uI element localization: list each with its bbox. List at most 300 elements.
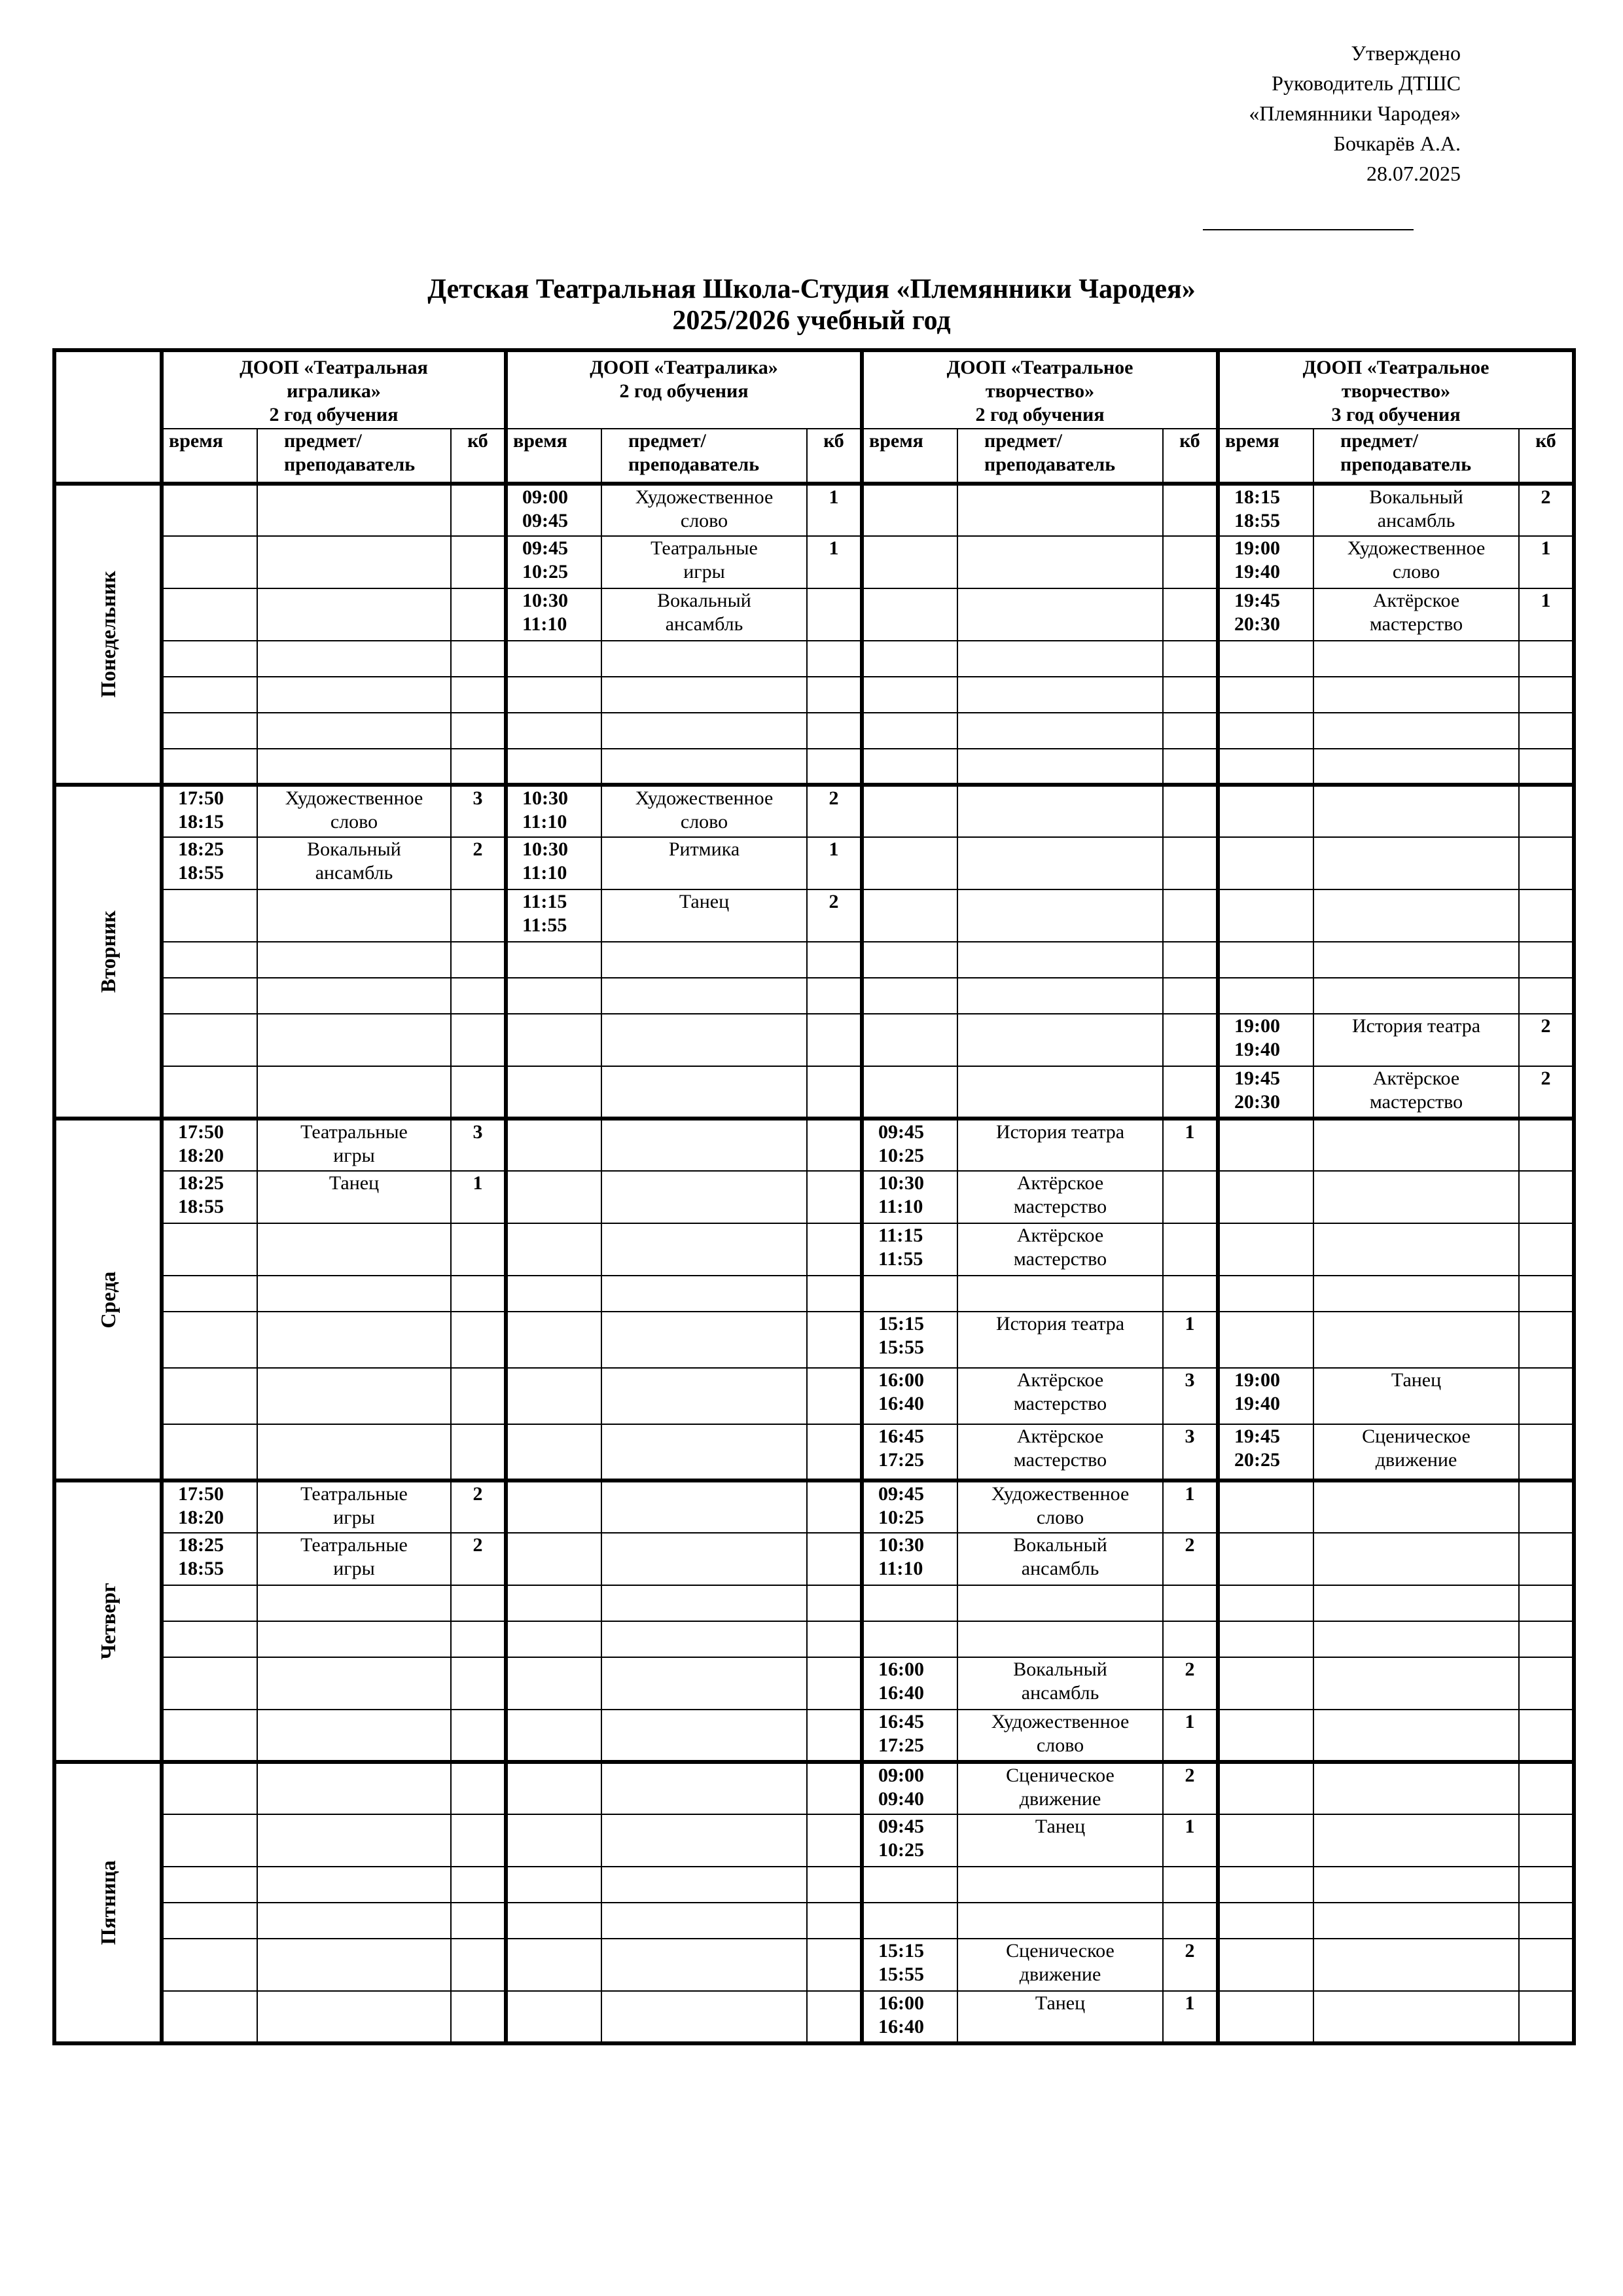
day-name: Вторник: [96, 910, 120, 993]
kb-cell: [1519, 749, 1574, 785]
subject-cell: [957, 1066, 1163, 1119]
time-cell: [162, 785, 257, 837]
schedule-table: [52, 348, 1576, 2045]
schedule-row: [54, 713, 1574, 749]
schedule-row: [54, 1480, 1574, 1533]
subject-cell: [601, 1119, 807, 1171]
schedule-row: [54, 1939, 1574, 1991]
time-end: 19:40: [1234, 1393, 1281, 1414]
time-cell: [1218, 889, 1313, 942]
time-cell: [506, 749, 601, 785]
kb-cell: 1: [807, 837, 862, 889]
subject-text: Вокальный ансамбль: [1013, 1659, 1107, 1704]
time-cell: [162, 942, 257, 978]
time-start: 15:15: [878, 1940, 925, 1962]
time-cell: [162, 1276, 257, 1312]
kb-cell: 2: [1519, 1014, 1574, 1066]
time-cell: [862, 588, 957, 641]
time-cell: [162, 1368, 257, 1424]
time-cell: [862, 1368, 957, 1424]
time-start: 18:25: [178, 1172, 224, 1194]
kb-cell: 1: [1163, 1312, 1218, 1368]
time-cell: [862, 1533, 957, 1585]
kb-cell: [1163, 713, 1218, 749]
subject-cell: [957, 1814, 1163, 1867]
subject-cell: [601, 1368, 807, 1424]
schedule-row: [54, 641, 1574, 677]
day-name: Среда: [96, 1271, 120, 1328]
time-header: время: [1218, 429, 1313, 484]
subject-text: Актёрское мастерство: [1369, 1067, 1463, 1113]
subject-cell: [1313, 1276, 1519, 1312]
time-cell: [1218, 1585, 1313, 1621]
program-name: ДООП «Театральная игралика»: [240, 357, 428, 402]
time-end: 18:20: [178, 1507, 224, 1528]
schedule-row: [54, 978, 1574, 1014]
kb-cell: [1163, 588, 1218, 641]
schedule-row: [54, 677, 1574, 713]
kb-cell: [1163, 1014, 1218, 1066]
time-cell: [162, 536, 257, 588]
time-cell: [1218, 588, 1313, 641]
subject-cell: [957, 1867, 1163, 1903]
time-cell: [506, 1867, 601, 1903]
time-cell: [862, 1171, 957, 1223]
kb-cell: [1519, 1480, 1574, 1533]
subject-text: История театра: [995, 1121, 1125, 1143]
time-end: 10:25: [878, 1507, 925, 1528]
subject-text: Вокальный ансамбль: [307, 838, 401, 884]
time-cell: [162, 1171, 257, 1223]
schedule-row: [54, 1657, 1574, 1710]
kb-cell: 2: [451, 1480, 506, 1533]
schedule-row: [54, 837, 1574, 889]
kb-cell: [807, 713, 862, 749]
time-end: 18:20: [178, 1145, 224, 1166]
subject-cell: [957, 837, 1163, 889]
subject-cell: [957, 1014, 1163, 1066]
time-cell: [1218, 713, 1313, 749]
subject-cell: [257, 484, 451, 536]
kb-cell: 2: [1163, 1762, 1218, 1814]
time-cell: [1218, 1223, 1313, 1276]
time-cell: [862, 785, 957, 837]
time-start: 17:50: [178, 1121, 224, 1143]
time-start: 10:30: [522, 590, 568, 611]
subject-cell: [601, 1991, 807, 2043]
time-start: 09:45: [878, 1121, 925, 1143]
time-start: 10:30: [878, 1172, 925, 1194]
time-cell: [862, 1991, 957, 2043]
kb-cell: 1: [451, 1171, 506, 1223]
subject-text: Театральные игры: [300, 1534, 408, 1579]
time-start: 18:25: [178, 1534, 224, 1556]
time-end: 18:15: [178, 811, 224, 833]
time-end: 15:55: [878, 1336, 925, 1358]
kb-cell: [1519, 1424, 1574, 1480]
subject-text: Художественное слово: [991, 1711, 1130, 1756]
time-end: 10:25: [522, 561, 568, 583]
program-header: [506, 350, 862, 429]
kb-cell: [451, 1621, 506, 1657]
day-label-cell: [54, 484, 162, 785]
subject-cell: [601, 785, 807, 837]
subject-text: Театральные игры: [300, 1121, 408, 1166]
kb-cell: [1519, 785, 1574, 837]
time-start: 17:50: [178, 1483, 224, 1505]
time-cell: [1218, 536, 1313, 588]
kb-cell: [807, 1991, 862, 2043]
subject-text: История театра: [995, 1313, 1125, 1335]
subject-cell: [257, 641, 451, 677]
schedule-row: [54, 1867, 1574, 1903]
subject-cell: [1313, 1657, 1519, 1710]
kb-cell: 2: [1519, 1066, 1574, 1119]
time-start: 19:00: [1234, 1015, 1281, 1037]
kb-cell: [807, 749, 862, 785]
subject-cell: [257, 1939, 451, 1991]
time-start: 19:00: [1234, 1369, 1281, 1391]
time-start: 16:00: [878, 1369, 925, 1391]
subject-cell: [957, 889, 1163, 942]
kb-cell: 1: [1163, 1480, 1218, 1533]
time-start: 16:45: [878, 1426, 925, 1447]
schedule-row: [54, 1368, 1574, 1424]
subject-cell: [957, 1991, 1163, 2043]
time-cell: [506, 588, 601, 641]
time-cell: [162, 1223, 257, 1276]
kb-cell: [451, 1223, 506, 1276]
kb-cell: [1519, 677, 1574, 713]
kb-cell: 2: [451, 837, 506, 889]
time-cell: [1218, 785, 1313, 837]
kb-cell: [807, 1939, 862, 1991]
time-cell: [862, 1814, 957, 1867]
kb-cell: [807, 1867, 862, 1903]
time-cell: [506, 1066, 601, 1119]
kb-cell: [807, 1368, 862, 1424]
kb-cell: [807, 1533, 862, 1585]
subject-cell: [601, 1814, 807, 1867]
kb-cell: [1519, 1585, 1574, 1621]
time-end: 18:55: [178, 862, 224, 884]
subject-cell: [601, 1903, 807, 1939]
kb-cell: [1519, 1867, 1574, 1903]
program-header: [162, 350, 506, 429]
subject-cell: [1313, 1867, 1519, 1903]
kb-cell: [807, 1903, 862, 1939]
kb-cell: 2: [1163, 1939, 1218, 1991]
subject-cell: [1313, 641, 1519, 677]
subject-cell: [1313, 1480, 1519, 1533]
subject-cell: [257, 1710, 451, 1762]
time-end: 18:55: [178, 1196, 224, 1217]
subject-text: Сценическое движение: [1006, 1765, 1115, 1810]
time-cell: [1218, 641, 1313, 677]
kb-cell: [1519, 1657, 1574, 1710]
subject-cell: [257, 749, 451, 785]
subject-cell: [601, 1223, 807, 1276]
time-cell: [162, 1119, 257, 1171]
time-cell: [162, 1533, 257, 1585]
kb-cell: 1: [807, 484, 862, 536]
subject-cell: [957, 641, 1163, 677]
subject-text: Сценическое движение: [1362, 1426, 1471, 1471]
time-end: 11:55: [522, 914, 567, 936]
subject-text: Танец: [1391, 1369, 1442, 1391]
subject-cell: [601, 1480, 807, 1533]
subject-text: Вокальный ансамбль: [657, 590, 751, 635]
subject-cell: [601, 1867, 807, 1903]
time-start: 15:15: [878, 1313, 925, 1335]
kb-cell: [807, 1119, 862, 1171]
subject-cell: [1313, 1368, 1519, 1424]
time-cell: [162, 641, 257, 677]
kb-cell: [451, 1867, 506, 1903]
subject-cell: [1313, 1312, 1519, 1368]
time-end: 11:55: [878, 1248, 923, 1270]
subject-cell: [257, 1171, 451, 1223]
subject-cell: [1313, 1223, 1519, 1276]
time-cell: [162, 978, 257, 1014]
program-name: ДООП «Театральное творчество»: [946, 357, 1133, 402]
subject-cell: [257, 1066, 451, 1119]
subject-text: Театральные игры: [651, 537, 758, 583]
time-cell: [162, 1762, 257, 1814]
subject-text: Вокальный ансамбль: [1369, 486, 1463, 531]
subject-cell: [257, 837, 451, 889]
time-cell: [1218, 1368, 1313, 1424]
kb-cell: [807, 1762, 862, 1814]
kb-cell: [1519, 942, 1574, 978]
subject-cell: [957, 1585, 1163, 1621]
time-cell: [862, 1710, 957, 1762]
time-end: 20:30: [1234, 1091, 1281, 1113]
time-cell: [862, 978, 957, 1014]
time-cell: [506, 978, 601, 1014]
time-cell: [1218, 1710, 1313, 1762]
subject-cell: [257, 1223, 451, 1276]
kb-cell: [807, 1171, 862, 1223]
kb-header: кб: [451, 429, 506, 484]
kb-cell: 1: [1519, 588, 1574, 641]
schedule-row: [54, 1814, 1574, 1867]
time-end: 10:25: [878, 1839, 925, 1861]
subject-cell: [601, 1014, 807, 1066]
time-cell: [862, 1223, 957, 1276]
schedule-row: [54, 889, 1574, 942]
subject-cell: [957, 1621, 1163, 1657]
kb-cell: [1163, 641, 1218, 677]
kb-cell: [451, 484, 506, 536]
time-end: 18:55: [1234, 510, 1281, 531]
subject-text: Танец: [1035, 1992, 1086, 2014]
time-header: время: [162, 429, 257, 484]
kb-cell: [451, 889, 506, 942]
kb-cell: [1519, 1762, 1574, 1814]
kb-cell: 1: [1163, 1991, 1218, 2043]
time-cell: [162, 1939, 257, 1991]
kb-cell: 1: [1519, 536, 1574, 588]
kb-cell: [451, 1710, 506, 1762]
subject-cell: [1313, 1533, 1519, 1585]
subject-cell: [1313, 837, 1519, 889]
kb-cell: [807, 1657, 862, 1710]
subject-cell: [957, 713, 1163, 749]
subject-cell: [1313, 1762, 1519, 1814]
time-cell: [1218, 1762, 1313, 1814]
time-cell: [162, 1621, 257, 1657]
kb-cell: [1163, 677, 1218, 713]
schedule-row: [54, 1762, 1574, 1814]
kb-cell: 3: [1163, 1424, 1218, 1480]
kb-cell: [451, 1276, 506, 1312]
subject-cell: [601, 1762, 807, 1814]
subject-cell: [1313, 1903, 1519, 1939]
subject-cell: [1313, 1991, 1519, 2043]
day-name: Пятница: [96, 1860, 120, 1945]
kb-cell: 2: [1519, 484, 1574, 536]
subject-cell: [1313, 1014, 1519, 1066]
subject-cell: [601, 1424, 807, 1480]
subject-text: Актёрское мастерство: [1369, 590, 1463, 635]
time-cell: [162, 1066, 257, 1119]
time-cell: [1218, 1991, 1313, 2043]
subject-cell: [957, 588, 1163, 641]
schedule-row: [54, 1621, 1574, 1657]
time-end: 17:25: [878, 1449, 925, 1471]
schedule-row: [54, 1171, 1574, 1223]
schedule-row: [54, 785, 1574, 837]
schedule-row: [54, 588, 1574, 641]
subject-text: Сценическое движение: [1006, 1940, 1115, 1985]
kb-cell: [451, 1585, 506, 1621]
time-cell: [1218, 1119, 1313, 1171]
subject-cell: [257, 785, 451, 837]
subject-cell: [601, 1621, 807, 1657]
time-end: 16:40: [878, 2016, 925, 2037]
schedule-row: [54, 1585, 1574, 1621]
subject-cell: [601, 536, 807, 588]
day-name: Понедельник: [96, 571, 120, 698]
time-cell: [162, 1991, 257, 2043]
subject-cell: [1313, 484, 1519, 536]
subject-cell: [601, 1276, 807, 1312]
time-cell: [162, 837, 257, 889]
kb-cell: [1163, 1867, 1218, 1903]
subject-cell: [601, 641, 807, 677]
approval-line: Руководитель ДТШС: [1272, 71, 1461, 95]
kb-cell: [1163, 942, 1218, 978]
title-school: Детская Театральная Школа-Студия «Племянники Чародея»: [427, 274, 1196, 304]
kb-cell: 2: [807, 889, 862, 942]
subject-cell: [957, 942, 1163, 978]
schedule-row: [54, 1119, 1574, 1171]
time-cell: [162, 1424, 257, 1480]
time-start: 11:15: [522, 891, 567, 912]
subject-cell: [257, 1368, 451, 1424]
subject-cell: [1313, 1710, 1519, 1762]
subject-cell: [601, 1657, 807, 1710]
time-start: 16:45: [878, 1711, 925, 1732]
time-end: 09:45: [522, 510, 568, 531]
time-cell: [506, 1710, 601, 1762]
time-cell: [506, 1223, 601, 1276]
day-name: Четверг: [96, 1583, 120, 1660]
time-cell: [162, 1480, 257, 1533]
time-header: время: [862, 429, 957, 484]
kb-cell: [451, 1424, 506, 1480]
subject-cell: [1313, 1171, 1519, 1223]
time-end: 19:40: [1234, 1039, 1281, 1060]
time-start: 16:00: [878, 1992, 925, 2014]
subject-text: Актёрское мастерство: [1013, 1172, 1107, 1217]
time-end: 10:25: [878, 1145, 925, 1166]
kb-header: кб: [1519, 429, 1574, 484]
time-cell: [1218, 1276, 1313, 1312]
schedule-row: [54, 942, 1574, 978]
kb-cell: [1163, 1171, 1218, 1223]
approval-block: [1249, 38, 1461, 188]
time-cell: [1218, 1621, 1313, 1657]
time-cell: [1218, 749, 1313, 785]
time-end: 16:40: [878, 1393, 925, 1414]
subject-header: предмет/ преподаватель: [1313, 429, 1519, 484]
schedule-row: [54, 1710, 1574, 1762]
program-year: 2 год обучения: [269, 404, 399, 425]
time-cell: [162, 889, 257, 942]
time-cell: [506, 1939, 601, 1991]
kb-cell: [1519, 889, 1574, 942]
subject-cell: [1313, 889, 1519, 942]
kb-cell: [1519, 1939, 1574, 1991]
time-start: 09:45: [878, 1816, 925, 1837]
subject-cell: [601, 1066, 807, 1119]
time-cell: [862, 1119, 957, 1171]
kb-cell: [451, 1939, 506, 1991]
time-end: 11:10: [522, 613, 567, 635]
schedule-row: [54, 1991, 1574, 2043]
time-end: 11:10: [522, 862, 567, 884]
time-cell: [1218, 677, 1313, 713]
time-end: 09:40: [878, 1788, 925, 1810]
kb-cell: [1163, 1903, 1218, 1939]
kb-cell: [451, 1066, 506, 1119]
subject-text: Театральные игры: [300, 1483, 408, 1528]
time-cell: [862, 1585, 957, 1621]
subject-cell: [1313, 536, 1519, 588]
subject-cell: [957, 1276, 1163, 1312]
kb-cell: 2: [807, 785, 862, 837]
time-cell: [862, 536, 957, 588]
subject-cell: [257, 978, 451, 1014]
time-cell: [162, 1867, 257, 1903]
subject-text: Актёрское мастерство: [1013, 1225, 1107, 1270]
schedule-row: [54, 1312, 1574, 1368]
time-end: 11:10: [878, 1558, 923, 1579]
subject-cell: [257, 1621, 451, 1657]
kb-cell: [1519, 1368, 1574, 1424]
kb-cell: [807, 1312, 862, 1368]
kb-cell: [451, 942, 506, 978]
time-cell: [162, 1903, 257, 1939]
kb-cell: [1163, 1621, 1218, 1657]
kb-cell: [807, 942, 862, 978]
kb-cell: [451, 1903, 506, 1939]
kb-cell: [1519, 1171, 1574, 1223]
time-cell: [862, 1903, 957, 1939]
time-header: время: [506, 429, 601, 484]
